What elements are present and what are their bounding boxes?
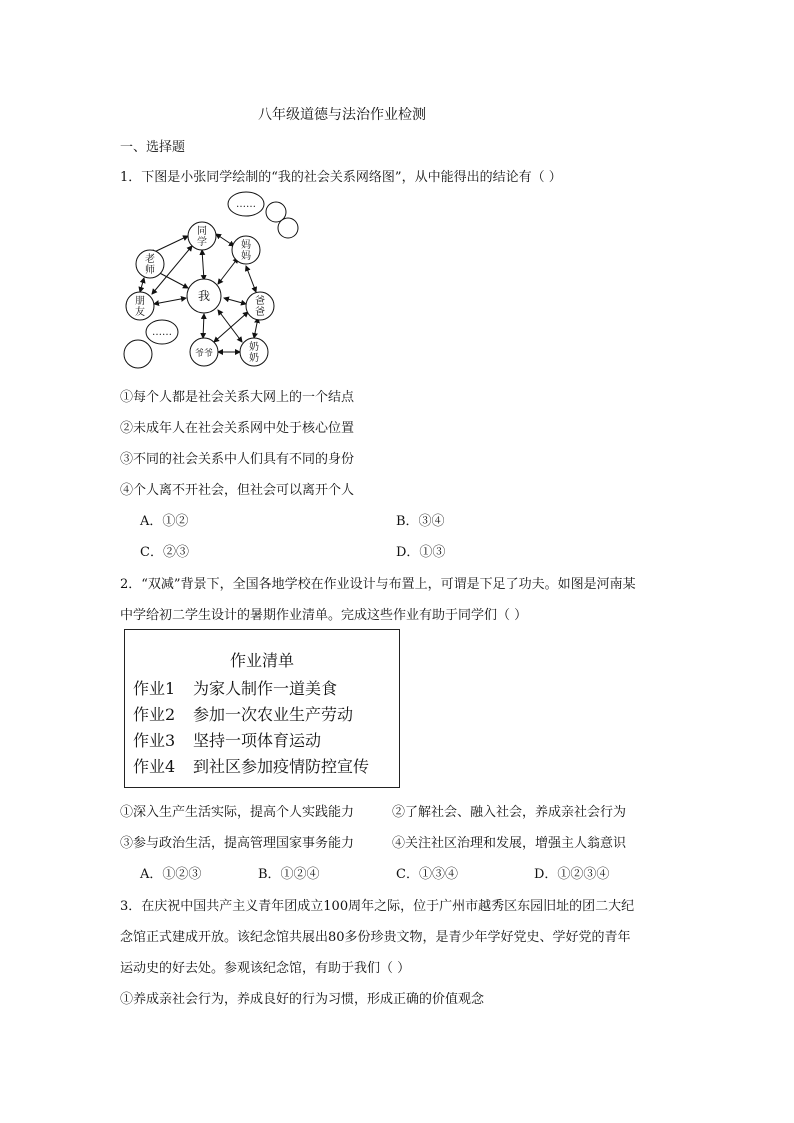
q1-choice-c[interactable]: C．②③ xyxy=(140,545,189,560)
homework-item-4 xyxy=(133,754,369,777)
homework-list-title: 作业清单 xyxy=(229,651,294,670)
edge-me-dad xyxy=(224,298,246,304)
q1-choice-d[interactable]: D．①③ xyxy=(396,545,446,560)
q2-statement-1: ①深入生产生活实际，提高个人实践能力 xyxy=(120,805,355,820)
edge-teacher-friend xyxy=(140,278,144,292)
label-mom-2: 妈 xyxy=(241,251,251,262)
label-teacher-1: 老 xyxy=(145,254,155,265)
social-network-diagram xyxy=(118,188,308,373)
label-grandma-2: 奶 xyxy=(249,353,259,364)
homework-item-text: 坚持一项体育运动 xyxy=(193,731,322,750)
label-grandpa: 爷爷 xyxy=(194,349,214,359)
homework-item-text: 参加一次农业生产劳动 xyxy=(193,705,354,724)
label-classmate-1: 同 xyxy=(197,226,207,237)
question-2-stem-line-2: 中学给初二学生设计的暑期作业清单。完成这些作业有助于同学们（ ） xyxy=(120,608,528,623)
edge-dad-grandma xyxy=(254,318,258,338)
q1-statement-4: ④个人离不开社会，但社会可以离开个人 xyxy=(120,483,355,498)
label-me: 我 xyxy=(197,289,211,303)
homework-item-2 xyxy=(133,702,353,725)
homework-item-label: 作业2 xyxy=(133,705,176,724)
edge-dad-grandpa xyxy=(214,312,248,342)
q2-choice-d[interactable]: D．①②③④ xyxy=(534,867,610,882)
edge-me-grandpa xyxy=(203,314,204,338)
label-dad-1: 爸 xyxy=(255,296,265,307)
q2-statement-3: ③参与政治生活，提高管理国家事务能力 xyxy=(120,836,355,851)
q3-statement-1: ①养成亲社会行为，养成良好的行为习惯，形成正确的价值观念 xyxy=(120,992,485,1007)
homework-item-1 xyxy=(133,676,337,699)
q2-choice-a[interactable]: A．①②③ xyxy=(140,867,202,882)
q2-statement-2: ②了解社会、融入社会，养成亲社会行为 xyxy=(392,805,627,820)
homework-item-text: 为家人制作一道美食 xyxy=(193,679,338,698)
homework-item-label: 作业1 xyxy=(133,679,176,698)
q2-choice-b[interactable]: B．①②④ xyxy=(258,867,320,882)
q2-choice-c[interactable]: C．①③④ xyxy=(396,867,458,882)
label-grandma-1: 奶 xyxy=(249,342,259,353)
question-2-stem-line-1: 2．“双减”背景下，全国各地学校在作业设计与布置上，可谓是下足了功夫。如图是河南某 xyxy=(120,577,636,592)
question-3-stem-line-1: 3．在庆祝中国共产主义青年团成立100周年之际，位于广州市越秀区东园旧址的团二大纪 xyxy=(120,899,635,914)
edge-classmate-me xyxy=(202,250,204,280)
label-dad-2: 爸 xyxy=(255,307,265,318)
q1-choice-b[interactable]: B．③④ xyxy=(396,514,445,529)
q1-statement-3: ③不同的社会关系中人们具有不同的身份 xyxy=(120,452,355,467)
q2-statement-4: ④关注社区治理和发展，增强主人翁意识 xyxy=(392,836,627,851)
q1-statement-2: ②未成年人在社会关系网中处于核心位置 xyxy=(120,421,355,436)
node-blank-3 xyxy=(124,340,152,368)
edge-friend-me xyxy=(154,298,186,304)
node-blank-2 xyxy=(278,218,298,238)
label-ellipsis-bottom: …… xyxy=(152,327,172,338)
question-3-stem-line-3: 运动史的好去处。参观该纪念馆，有助于我们（ ） xyxy=(120,961,411,976)
label-ellipsis-top: …… xyxy=(236,199,256,210)
edge-classmate-mom xyxy=(216,234,234,246)
homework-item-label: 作业4 xyxy=(133,757,176,776)
homework-item-text: 到社区参加疫情防控宣传 xyxy=(193,757,370,776)
page-title: 八年级道德与法治作业检测 xyxy=(258,107,426,123)
homework-item-label: 作业3 xyxy=(133,731,176,750)
label-mom-1: 妈 xyxy=(241,240,251,251)
label-classmate-2: 学 xyxy=(197,237,207,248)
q1-statement-1: ①每个人都是社会关系大网上的一个结点 xyxy=(120,390,355,405)
edge-me-mom xyxy=(218,258,238,284)
label-friend-2: 友 xyxy=(135,307,145,318)
homework-item-3 xyxy=(133,728,321,751)
q1-choice-a[interactable]: A．①② xyxy=(140,514,189,529)
edge-me-grandma xyxy=(218,310,242,342)
question-3-stem-line-2: 念馆正式建成开放。该纪念馆共展出80多份珍贵文物，是青少年学好党史、学好党的青年 xyxy=(120,930,631,945)
label-friend-1: 朋 xyxy=(135,296,145,307)
edge-mom-dad xyxy=(246,266,256,292)
label-teacher-2: 师 xyxy=(145,265,155,276)
question-1-stem: 1．下图是小张同学绘制的“我的社会关系网络图”，从中能得出的结论有（ ） xyxy=(120,170,562,185)
homework-list-box xyxy=(124,629,400,788)
section-heading: 一、选择题 xyxy=(120,140,186,155)
